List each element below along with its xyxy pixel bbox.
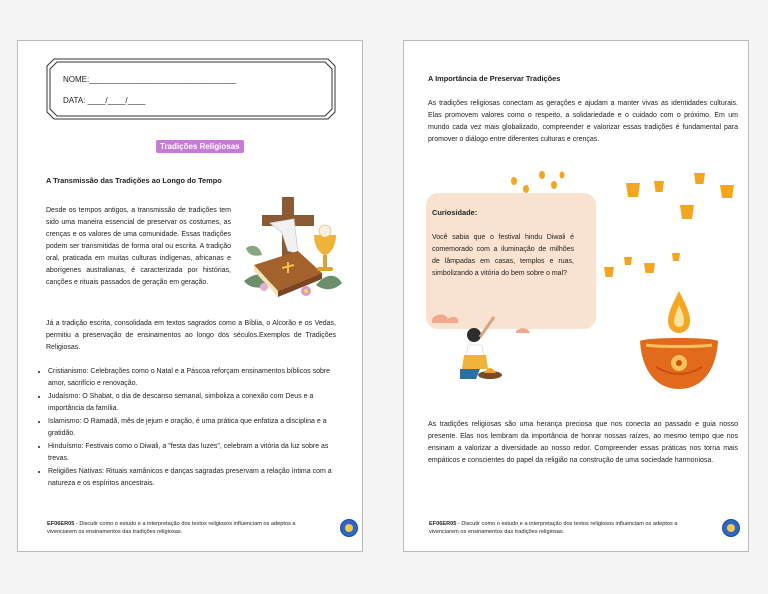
footer-code: EF06ER05	[47, 521, 75, 527]
date-field: DATA: ____/____/____	[63, 96, 146, 105]
list-item: • Islamismo: O Ramadã, mês de jejum e oração, é uma prática que enfatiza a disciplina e a gratidão.	[48, 416, 338, 440]
religions-list	[36, 366, 338, 491]
worksheet-page-2	[403, 40, 749, 552]
footer-text: - Discutir como o estudo e a interpretação dos textos religiosos influenciam os adeptos a vivenciarem os ensinamentos das tradições religiosas.	[47, 521, 296, 535]
list-item: • Judaísmo: O Shabat, o dia de descanso semanal, simboliza a conexão com Deus e a importância da família.	[48, 391, 338, 415]
diya-lamp-illustration	[636, 287, 722, 399]
list-item: • Religiões Nativas: Rituais xamânicos e danças sagradas preservam a relação íntima com a natureza e os espíritos ancestrais.	[48, 466, 338, 490]
intro-paragraph: Desde os tempos antigos, a transmissão de tradições tem sido uma maneira essencial de preservar os costumes, as crenças e os valores de uma comunidade. Essas tradições podem ser transmitidas de forma oral ou escrita. A tradição oral, praticada em muitas culturas indígenas, africanas e aborígenes australianas, é caracterizada por histórias, canções e rituais passados de geração em geração.	[46, 207, 231, 286]
diwali-girl-illustration	[428, 291, 538, 391]
section-title: A Importância de Preservar Tradições	[428, 74, 561, 83]
closing-paragraph: As tradições religiosas são uma herança preciosa que nos conecta ao passado e guia nosso presente. Elas nos lembram da importância de honrar nossas raízes, ao mesmo tempo que nos ensinam a valorizar a diversidade ao nosso redor. Compreender essas práticas nos torna mais empáticos e conscientes do papel da religião na construção de uma sociedade harmoniosa.	[428, 421, 738, 464]
importance-paragraph: As tradições religiosas conectam as gerações e ajudam a manter vivas as identidades culturais. Elas promovem valores como o respeito, a solidariedade e o cuidado com o próximo. Em um mundo cada vez mais globalizado, compreender e valorizar essas tradições é fundamental para promover o diálogo entre diferentes culturas e crenças.	[428, 100, 738, 143]
section-title: A Transmissão das Tradições ao Longo do Tempo	[46, 176, 222, 185]
written-tradition-paragraph: Já a tradição escrita, consolidada em textos sagrados como a Bíblia, o Alcorão e os Vedas, permitiu a preservação de ensinamentos ao longo dos séculos.Exemplos de Tradições Religiosas.	[46, 320, 336, 351]
footer-text: - Discutir como o estudo e a interpretação dos textos religiosos influenciam os adeptos a vivenciarem os ensinamentos das tradições religiosas.	[429, 521, 678, 535]
footer-note	[429, 520, 707, 536]
list-item: • Cristianismo: Celebrações como o Natal e a Páscoa reforçam ensinamentos bíblicos sobre amor, sacrifício e renovação.	[48, 366, 338, 390]
footer-code: EF06ER05	[429, 521, 457, 527]
footer-note	[47, 520, 325, 536]
curiosity-title: Curiosidade:	[432, 208, 478, 217]
name-field: NOME:_________________________________	[63, 75, 237, 84]
worksheet-page-1	[17, 40, 363, 552]
topic-tag: Tradições Religiosas	[156, 140, 244, 153]
school-badge-icon	[722, 519, 740, 537]
list-item: • Hinduísmo: Festivais como o Diwali, a "festa das luzes", celebram a vitória da luz sobre as trevas.	[48, 441, 338, 465]
curiosity-text: Você sabia que o festival hindu Diwali é comemorado com a iluminação de milhões de lâmpadas em casas, templos e ruas, simbolizando a vitória do bem sobre o mal?	[432, 234, 574, 277]
cross-bible-chalice-illustration	[236, 193, 344, 305]
school-badge-icon	[340, 519, 358, 537]
student-info-box	[46, 58, 336, 120]
flying-lanterns-illustration	[504, 167, 746, 287]
